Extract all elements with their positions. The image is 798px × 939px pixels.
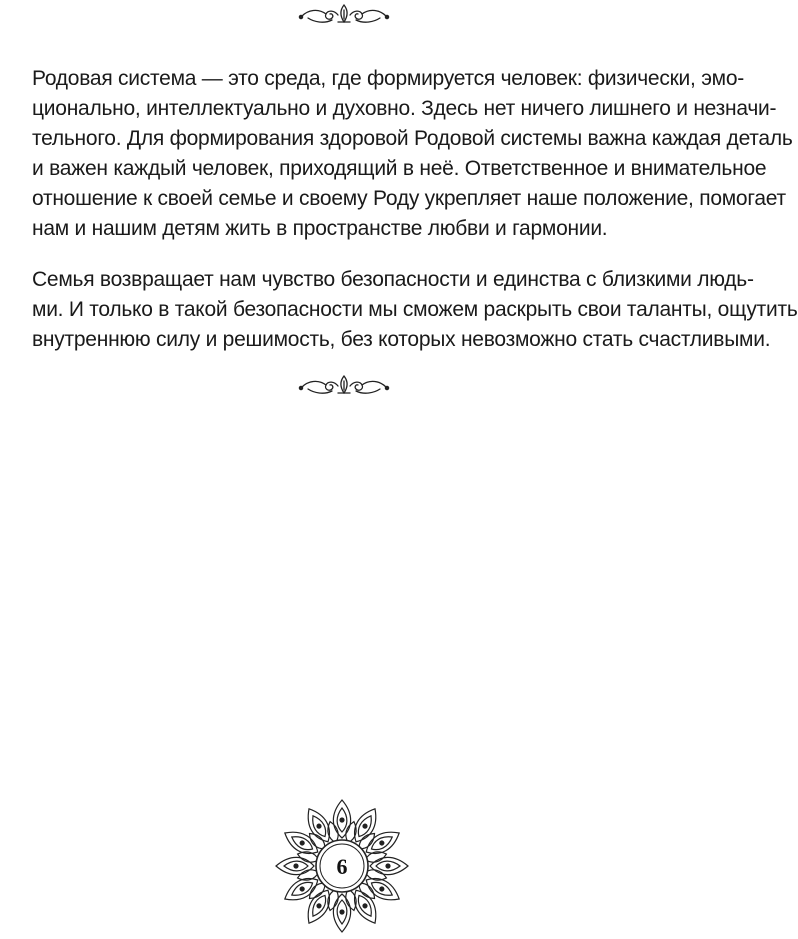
text-line: нам и нашим детям жить в пространстве любви и гармонии. <box>32 217 608 240</box>
top-flourish-icon <box>296 2 392 33</box>
text-line: ми. И только в такой безопасности мы сможем раскрыть свои таланты, ощутить <box>32 298 798 321</box>
middle-flourish-icon <box>296 373 392 404</box>
text-line: тельного. Для формирования здоровой Родовой системы важна каждая деталь <box>32 127 793 150</box>
text-line: ционально, интеллектуально и духовно. Здесь нет ничего лишнего и незначи- <box>32 97 777 120</box>
text-line: внутреннюю силу и решимость, без которых невозможно стать счастливыми. <box>32 328 771 351</box>
page-number: 6 <box>336 854 348 879</box>
paragraph-1 <box>32 64 793 244</box>
text-line: Семья возвращает нам чувство безопасности и единства с близкими людь- <box>32 268 754 291</box>
text-line: отношение к своей семье и своему Роду укрепляет наше положение, помогает <box>32 187 786 210</box>
text-line: и важен каждый человек, приходящий в неё. Ответственное и внимательное <box>32 157 767 180</box>
text-line: Родовая система — это среда, где формируется человек: физически, эмо- <box>32 67 745 90</box>
paragraph-2 <box>32 265 798 355</box>
